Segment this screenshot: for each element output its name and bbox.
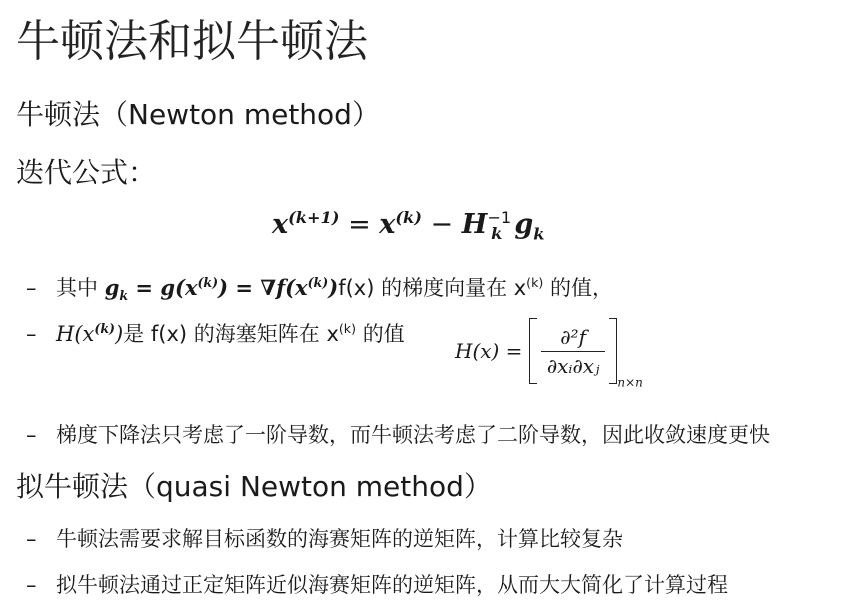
newton-heading: 牛顿法（Newton method） xyxy=(16,98,380,131)
hessian-lhs: H(x) = xyxy=(455,339,529,363)
hessian-numerator: ∂²f xyxy=(541,325,606,352)
list-item xyxy=(26,524,623,554)
math-g: g xyxy=(104,275,120,300)
formula-h: H xyxy=(461,209,488,240)
bullet-tail: 的值 xyxy=(356,322,405,346)
math-sup2: (k) xyxy=(307,275,329,290)
formula-sub-k: k xyxy=(491,224,503,244)
bullet-text: f(x) 的梯度向量在 x xyxy=(338,276,527,300)
bullet-text: 是 f(x) 的海塞矩阵在 x xyxy=(123,322,339,346)
bullet-dash: – xyxy=(26,423,37,447)
math-sup: (k) xyxy=(197,275,219,290)
iteration-label: 迭代公式： xyxy=(16,156,157,189)
bullet-lead: 其中 xyxy=(56,276,105,300)
bullet-sup: (k) xyxy=(526,275,544,290)
bullet-text: 梯度下降法只考虑了一阶导数，而牛顿法考虑了二阶导数，因此收敛速度更快 xyxy=(56,423,770,447)
formula-sup-k1: (k+1) xyxy=(288,208,340,227)
list-item xyxy=(26,420,770,450)
quasi-newton-heading: 拟牛顿法（quasi Newton method） xyxy=(16,470,492,503)
math-k: k xyxy=(119,288,129,304)
math-rest2: ) = ∇f(x xyxy=(218,275,308,300)
bullet-text: 牛顿法需要求解目标函数的海赛矩阵的逆矩阵，计算比较复杂 xyxy=(56,527,623,551)
bullet-tail: 的值， xyxy=(543,276,613,300)
hessian-fraction xyxy=(541,325,606,378)
formula-sup-k: (k) xyxy=(395,208,422,227)
formula-sub-k2: k xyxy=(533,224,545,244)
bullet-text: 拟牛顿法通过正定矩阵近似海赛矩阵的逆矩阵，从而大大简化了计算过程 xyxy=(56,573,728,597)
iteration-formula xyxy=(272,198,544,254)
formula-x: x xyxy=(272,209,289,240)
bullet-dash: – xyxy=(26,573,37,597)
page-title: 牛顿法和拟牛顿法 xyxy=(16,16,368,67)
bullet-sup: (k) xyxy=(338,321,357,336)
formula-sup-inv: −1 xyxy=(487,208,512,227)
math-pre: H(x xyxy=(56,322,95,346)
bullet-dash: – xyxy=(26,527,37,551)
math-sup: (k) xyxy=(94,321,116,336)
formula-x2: x xyxy=(379,209,396,240)
formula-minus: − xyxy=(421,209,462,240)
math-post: ) xyxy=(115,322,124,346)
math-rest: = g(x xyxy=(128,275,198,300)
left-bracket xyxy=(529,318,537,384)
hessian-denominator: ∂xᵢ∂xⱼ xyxy=(546,353,600,378)
hessian-dimension: n×n xyxy=(617,375,643,390)
formula-eq: = xyxy=(339,209,380,240)
hessian-formula xyxy=(455,318,643,390)
list-item xyxy=(26,314,405,349)
list-item xyxy=(26,570,728,600)
list-item xyxy=(26,268,613,311)
right-bracket xyxy=(609,318,617,384)
bullet-dash: – xyxy=(26,322,37,346)
formula-g: g xyxy=(514,209,534,240)
math-rest3: ) xyxy=(328,275,339,300)
bullet-dash: – xyxy=(26,276,37,300)
